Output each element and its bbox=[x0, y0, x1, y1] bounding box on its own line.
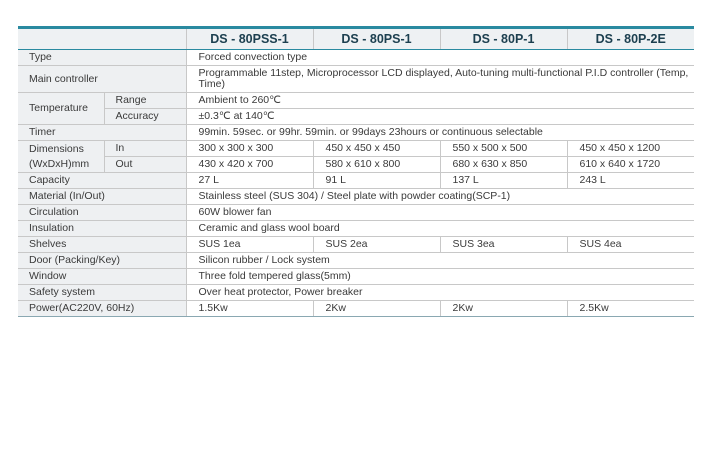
power-row bbox=[18, 301, 694, 317]
spec-table bbox=[18, 29, 694, 317]
row-label: Material (In/Out) bbox=[18, 189, 186, 205]
row-value: 99min. 59sec. or 99hr. 59min. or 99days 23hours or continuous selectable bbox=[186, 125, 694, 141]
row-label: Temperature bbox=[18, 93, 104, 125]
spec-table-container bbox=[18, 26, 694, 317]
cell-value: 243 L bbox=[567, 173, 694, 189]
row-label bbox=[18, 141, 104, 173]
row-value: Silicon rubber / Lock system bbox=[186, 253, 694, 269]
row-label: Power(AC220V, 60Hz) bbox=[18, 301, 186, 317]
sub-label: Range bbox=[104, 93, 186, 109]
row-value: Programmable 11step, Microprocessor LCD displayed, Auto-tuning multi-functional P.I.D controller (Temp, Time) bbox=[186, 66, 694, 93]
model-header: DS - 80P-2E bbox=[567, 29, 694, 50]
row-value: Ambient to 260℃ bbox=[186, 93, 694, 109]
cell-value: 450 x 450 x 450 bbox=[313, 141, 440, 157]
model-header: DS - 80PS-1 bbox=[313, 29, 440, 50]
row-label: Timer bbox=[18, 125, 186, 141]
shelves-row bbox=[18, 237, 694, 253]
temperature-range-row bbox=[18, 93, 694, 109]
model-header: DS - 80PSS-1 bbox=[186, 29, 313, 50]
cell-value: 300 x 300 x 300 bbox=[186, 141, 313, 157]
cell-value: 137 L bbox=[440, 173, 567, 189]
model-header-row bbox=[18, 29, 694, 50]
model-header: DS - 80P-1 bbox=[440, 29, 567, 50]
dimensions-out-row bbox=[18, 157, 694, 173]
cell-value: 550 x 500 x 500 bbox=[440, 141, 567, 157]
row-label: Window bbox=[18, 269, 186, 285]
row-value: Stainless steel (SUS 304) / Steel plate with powder coating(SCP-1) bbox=[186, 189, 694, 205]
door-row bbox=[18, 253, 694, 269]
dimensions-label: Dimensions bbox=[29, 142, 84, 155]
cell-value: SUS 3ea bbox=[440, 237, 567, 253]
row-value: Three fold tempered glass(5mm) bbox=[186, 269, 694, 285]
cell-value: SUS 2ea bbox=[313, 237, 440, 253]
dimensions-in-row bbox=[18, 141, 694, 157]
cell-value: 2.5Kw bbox=[567, 301, 694, 317]
row-value: 60W blower fan bbox=[186, 205, 694, 221]
material-row bbox=[18, 189, 694, 205]
cell-value: 680 x 630 x 850 bbox=[440, 157, 567, 173]
sub-label: Accuracy bbox=[104, 109, 186, 125]
cell-value: 2Kw bbox=[313, 301, 440, 317]
circulation-row bbox=[18, 205, 694, 221]
cell-value: 580 x 610 x 800 bbox=[313, 157, 440, 173]
row-label: Safety system bbox=[18, 285, 186, 301]
sub-label: Out bbox=[104, 157, 186, 173]
cell-value: 27 L bbox=[186, 173, 313, 189]
window-row bbox=[18, 269, 694, 285]
row-value: Over heat protector, Power breaker bbox=[186, 285, 694, 301]
row-label: Circulation bbox=[18, 205, 186, 221]
dimensions-unit-label: (WxDxH)mm bbox=[29, 157, 90, 170]
row-label: Main controller bbox=[18, 66, 186, 93]
cell-value: 610 x 640 x 1720 bbox=[567, 157, 694, 173]
header-blank bbox=[18, 29, 186, 50]
cell-value: 450 x 450 x 1200 bbox=[567, 141, 694, 157]
temperature-accuracy-row bbox=[18, 109, 694, 125]
row-label: Insulation bbox=[18, 221, 186, 237]
cell-value: 91 L bbox=[313, 173, 440, 189]
safety-row bbox=[18, 285, 694, 301]
insulation-row bbox=[18, 221, 694, 237]
cell-value: SUS 4ea bbox=[567, 237, 694, 253]
row-value: Ceramic and glass wool board bbox=[186, 221, 694, 237]
row-label: Door (Packing/Key) bbox=[18, 253, 186, 269]
row-label: Shelves bbox=[18, 237, 186, 253]
controller-row bbox=[18, 66, 694, 93]
cell-value: 1.5Kw bbox=[186, 301, 313, 317]
cell-value: 2Kw bbox=[440, 301, 567, 317]
type-row bbox=[18, 50, 694, 66]
row-value: Forced convection type bbox=[186, 50, 694, 66]
row-value: ±0.3℃ at 140℃ bbox=[186, 109, 694, 125]
sub-label: In bbox=[104, 141, 186, 157]
cell-value: 430 x 420 x 700 bbox=[186, 157, 313, 173]
cell-value: SUS 1ea bbox=[186, 237, 313, 253]
timer-row bbox=[18, 125, 694, 141]
row-label: Type bbox=[18, 50, 186, 66]
capacity-row bbox=[18, 173, 694, 189]
row-label: Capacity bbox=[18, 173, 186, 189]
